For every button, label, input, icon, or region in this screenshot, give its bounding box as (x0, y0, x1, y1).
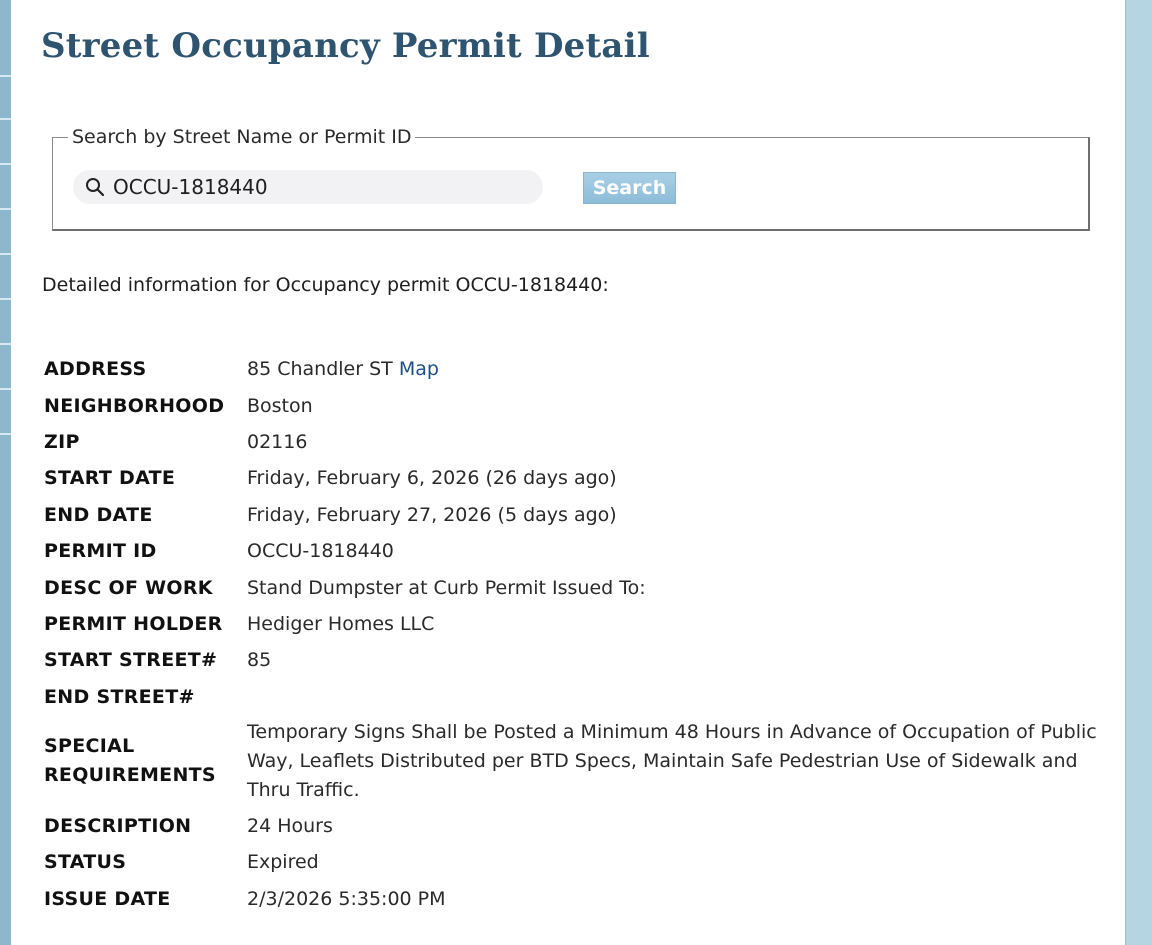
sidebar-divider (0, 253, 11, 255)
start-date-label: START DATE (44, 467, 176, 490)
description-value: 24 Hours (247, 815, 333, 838)
permit-id-label: PERMIT ID (44, 540, 157, 563)
end-street-value (247, 679, 1107, 715)
end-date-value: Friday, February 27, 2026 (5 days ago) (247, 503, 617, 526)
address-label: ADDRESS (44, 358, 147, 381)
start-street-label: START STREET# (44, 649, 218, 672)
issue-date-value: 2/3/2026 5:35:00 PM (247, 887, 446, 910)
detail-row-start-street (44, 642, 1107, 678)
detail-row-neighborhood (44, 387, 1107, 423)
address-value: 85 Chandler ST (247, 358, 393, 381)
end-street-label: END STREET# (44, 685, 195, 708)
sidebar-divider (0, 208, 11, 210)
permit-id-value: OCCU-1818440 (247, 540, 394, 563)
detail-row-permit-id (44, 533, 1107, 569)
sidebar-divider (0, 118, 11, 120)
search-icon (85, 177, 105, 197)
sidebar-divider (0, 163, 11, 165)
sidebar-divider (0, 75, 11, 77)
description-label: DESCRIPTION (44, 815, 192, 838)
detail-row-start-date (44, 460, 1107, 496)
address-value-cell (247, 351, 1107, 387)
sidebar-divider (0, 343, 11, 345)
main-content (11, 0, 1126, 945)
map-link[interactable]: Map (398, 358, 439, 381)
status-label: STATUS (44, 851, 127, 874)
zip-label: ZIP (44, 430, 80, 453)
special-requirements-value: Temporary Signs Shall be Posted a Minimum 48 Hours in Advance of Occupation of Public Way, Leaflets Distributed per BTD Specs, Maintain Safe Pedestrian Use of Sidewalk and Thru Traffic. (247, 720, 1097, 801)
detail-row-address (44, 351, 1107, 387)
permit-holder-label: PERMIT HOLDER (44, 612, 223, 635)
end-date-label: END DATE (44, 503, 153, 526)
special-requirements-label: SPECIAL REQUIREMENTS (44, 735, 216, 787)
desc-of-work-value: Stand Dumpster at Curb Permit Issued To: (247, 576, 646, 599)
permit-intro-text: Detailed information for Occupancy permit OCCU-1818440: (42, 274, 609, 296)
desc-of-work-label: DESC OF WORK (44, 576, 213, 599)
detail-row-special-requirements (44, 715, 1107, 808)
neighborhood-label: NEIGHBORHOOD (44, 394, 225, 417)
detail-row-end-date (44, 497, 1107, 533)
detail-row-desc-of-work (44, 569, 1107, 605)
page-title: Street Occupancy Permit Detail (41, 26, 650, 66)
permit-holder-value: Hediger Homes LLC (247, 612, 435, 635)
search-legend: Search by Street Name or Permit ID (72, 126, 412, 148)
search-panel (52, 127, 1090, 231)
zip-value: 02116 (247, 430, 308, 453)
sidebar-divider (0, 388, 11, 390)
detail-row-description (44, 808, 1107, 844)
neighborhood-value: Boston (247, 394, 313, 417)
sidebar-divider (0, 433, 11, 435)
detail-row-permit-holder (44, 606, 1107, 642)
start-date-value: Friday, February 6, 2026 (26 days ago) (247, 467, 617, 490)
search-field-container[interactable] (73, 170, 543, 204)
issue-date-label: ISSUE DATE (44, 887, 171, 910)
search-button[interactable]: Search (583, 172, 676, 204)
search-input[interactable] (113, 170, 533, 204)
right-page-margin (1126, 0, 1152, 945)
permit-details-table (44, 351, 1107, 917)
status-value: Expired (247, 851, 319, 874)
start-street-value: 85 (247, 649, 272, 672)
detail-row-issue-date (44, 881, 1107, 917)
detail-row-zip (44, 424, 1107, 460)
detail-row-end-street (44, 679, 1107, 715)
sidebar-divider (0, 298, 11, 300)
detail-row-status (44, 844, 1107, 880)
